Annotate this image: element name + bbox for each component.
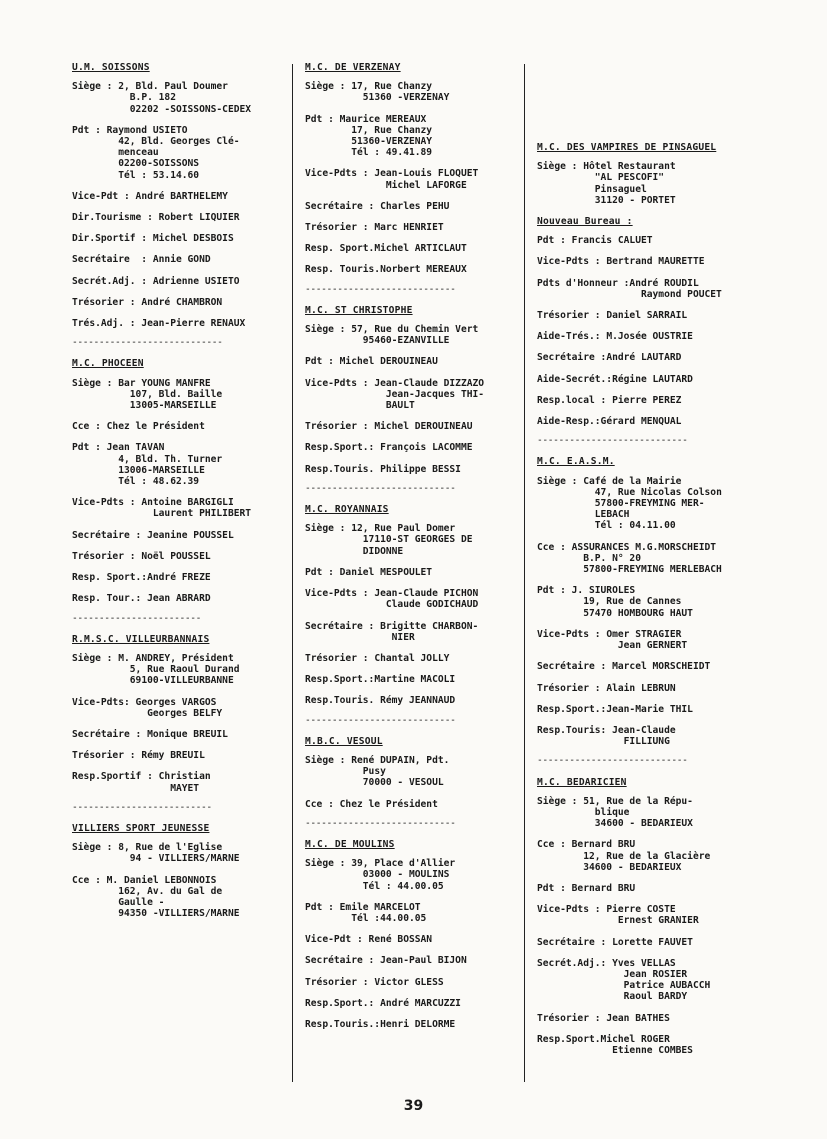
entry-label: Vice-Pdts :	[305, 168, 375, 180]
entry-value: Marc HENRIET	[374, 222, 444, 234]
entry-row	[72, 771, 287, 793]
entry-value: M. Daniel LEBONNOIS 162, Av. du Gal de Gaulle - 94350 -VILLIERS/MARNE	[106, 874, 240, 920]
entry-value: Michel DEROUINEAU	[374, 421, 473, 433]
entry-value: 51, Rue de la Répu- blique 34600 - BEDARIEUX	[583, 795, 693, 830]
entry-value: Daniel MESPOULET	[339, 566, 433, 578]
page-number: 39	[403, 1098, 424, 1114]
club-block	[305, 839, 520, 1030]
entry-value: M.Josée OUSTRIE	[606, 331, 693, 343]
entry-label: Aide-Secrét.:	[537, 373, 613, 385]
entry-row	[72, 442, 287, 487]
entry-label: Secrétaire :	[72, 529, 148, 541]
entry-label: Vice-Pdts :	[537, 904, 607, 916]
entry-row	[537, 310, 757, 321]
entry-row	[537, 839, 757, 873]
entry-label: Vice-Pdts :	[305, 588, 375, 600]
section-divider: ----------------------------	[305, 482, 456, 494]
club-title: M.C. E.A.S.M.	[537, 456, 615, 468]
entry-row	[305, 1019, 520, 1030]
club-title: U.M. SOISSONS	[72, 62, 150, 73]
entry-value: Café de la Mairie 47, Rue Nicolas Colson 57800-FREYMING MER- LEBACH Tél : 04.11.00	[583, 475, 722, 532]
entry-label: Trésorier :	[537, 310, 607, 322]
entry-value: Lorette FAUVET	[612, 936, 693, 948]
club-block	[537, 777, 757, 1057]
entry-label: Siège :	[72, 842, 119, 854]
entry-value: Francis CALUET	[571, 235, 653, 247]
entry-row	[305, 442, 520, 453]
entry-row	[72, 653, 287, 687]
entry-label: Aide-Trés.:	[537, 331, 607, 343]
entry-label: Resp.Sport.:	[305, 997, 381, 1009]
entry-row	[72, 421, 287, 432]
entry-label: Pdt :	[537, 235, 572, 247]
entry-value: Jean-Pierre RENAUX	[141, 318, 246, 330]
entry-label: Secrétaire :	[72, 254, 153, 266]
entry-label: Trésorier :	[72, 750, 142, 762]
entry-value: Michel ROGER Etienne COMBES	[600, 1033, 693, 1056]
entry-value: Antoine BARGIGLI Laurent PHILIBERT	[141, 497, 252, 520]
entry-row	[305, 902, 520, 924]
entry-value: André CHAMBRON	[141, 296, 223, 308]
entry-value: Jean-Claude PICHON Claude GODICHAUD	[374, 588, 479, 611]
entry-row	[537, 937, 757, 948]
bureau-subtitle: Nouveau Bureau :	[537, 216, 633, 228]
entry-row	[72, 530, 287, 541]
entry-value: Chez le Président	[106, 421, 205, 433]
entry-label: Dir.Sportif :	[72, 233, 153, 245]
entry-value: Jean BATHES	[606, 1012, 670, 1024]
entry-value: Georges VARGOS Georges BELFY	[135, 696, 223, 719]
entry-label: Vice-Pdt :	[305, 934, 369, 946]
entry-value: Jean-Marie THIL	[606, 703, 693, 715]
entry-value: Michel ARTICLAUT	[374, 243, 467, 255]
entry-label: Vice-Pdts :	[72, 497, 142, 509]
entry-value: François LACOMME	[380, 442, 473, 454]
entry-row	[537, 278, 757, 300]
entry-value: Pierre PEREZ	[612, 394, 682, 406]
entry-label: Siège :	[72, 652, 119, 664]
entry-value: André FREZE	[147, 572, 211, 584]
entry-row	[305, 264, 520, 275]
club-title: M.C. PHOCEEN	[72, 358, 144, 370]
entry-row	[72, 125, 287, 181]
section-divider: ----------------------------	[305, 283, 456, 295]
entry-label: Siège :	[305, 523, 352, 535]
entry-label: Vice-Pdts :	[537, 628, 607, 640]
entry-label: Trésorier :	[305, 976, 375, 988]
entry-label: Trésorier :	[537, 682, 607, 694]
entry-row	[305, 81, 520, 103]
entry-row	[537, 683, 757, 694]
entry-label: Secrétaire :	[305, 955, 381, 967]
column-1	[72, 62, 287, 929]
entry-row	[72, 212, 287, 223]
entry-label: Resp.Sport.:	[537, 703, 607, 715]
entry-value: J. SIUROLES 19, Rue de Cannes 57470 HOMBOURG HAUT	[571, 585, 693, 619]
entry-label: Vice-Pdt :	[72, 190, 136, 202]
entry-label: Cce :	[72, 874, 107, 886]
entry-row	[72, 572, 287, 583]
entry-label: Trés.Adj. :	[72, 318, 142, 330]
column-divider	[524, 64, 525, 1082]
entry-row	[537, 416, 757, 427]
entry-label: Resp.Touris.:	[305, 1018, 381, 1030]
entry-row	[305, 653, 520, 664]
entry-row	[305, 523, 520, 557]
column-divider	[292, 64, 293, 1082]
entry-row	[305, 934, 520, 945]
entry-value: Norbert MEREAUX	[380, 264, 467, 276]
entry-row	[72, 81, 287, 115]
entry-row	[537, 958, 757, 1003]
entry-value: André BARTHELEMY	[135, 190, 228, 202]
entry-value: Bar YOUNG MANFRE 107, Bld. Baille 13005-MARSEILLE	[118, 377, 223, 412]
entry-value: Chantal JOLLY	[374, 652, 450, 664]
entry-label: Trésorier :	[305, 222, 375, 234]
entry-label: Pdts d'Honneur :	[537, 277, 630, 289]
entry-label: Pdt :	[305, 113, 340, 125]
entry-value: Noël POUSSEL	[141, 550, 211, 562]
entry-row	[537, 796, 757, 830]
club-block	[72, 62, 287, 348]
entry-label: Secrétaire :	[537, 352, 607, 364]
entry-value: Charles PEHU	[380, 200, 450, 212]
club-block	[72, 823, 287, 919]
entry-row	[305, 755, 520, 789]
entry-label: Secrétaire :	[72, 728, 148, 740]
entry-value: Daniel SARRAIL	[606, 310, 688, 322]
entry-row	[537, 235, 757, 246]
club-title: R.M.S.C. VILLEURBANNAIS	[72, 633, 210, 645]
entry-row	[305, 168, 520, 190]
club-block	[537, 456, 757, 766]
entry-row	[72, 276, 287, 287]
entry-label: Siège :	[305, 81, 352, 93]
entry-value: Marcel MORSCHEIDT	[612, 661, 711, 673]
entry-row	[537, 395, 757, 406]
entry-value: Michel DESBOIS	[152, 233, 234, 245]
club-block	[72, 358, 287, 623]
entry-label: Siège :	[537, 795, 584, 807]
entry-label: Siège :	[537, 161, 584, 173]
entry-label: Resp.Sport.	[537, 1033, 601, 1045]
entry-label: Vice-Pdts :	[305, 377, 375, 389]
entry-row	[305, 356, 520, 367]
entry-value: André MARCUZZI	[380, 997, 461, 1009]
entry-label: Secrétaire :	[537, 936, 613, 948]
entry-label: Pdt :	[305, 356, 340, 368]
section-divider: ----------------------------	[537, 755, 688, 767]
entry-label: Secrétaire :	[537, 661, 613, 673]
entry-value: 2, Bld. Paul Doumer B.P. 182 02202 -SOISSONS-CEDEX	[118, 81, 252, 115]
club-block	[305, 736, 520, 829]
entry-value: Jean-Claude DIZZAZO Jean-Jacques THI- BAULT	[374, 377, 485, 412]
entry-label: Cce :	[537, 839, 572, 851]
club-title: M.C. DE VERZENAY	[305, 62, 401, 73]
entry-value: Martine MACOLI	[374, 674, 456, 686]
entry-label: Trésorier :	[72, 296, 142, 308]
entry-row	[537, 661, 757, 672]
entry-row	[72, 191, 287, 202]
entry-value: Jeanine POUSSEL	[147, 529, 234, 541]
club-title: M.C. BEDARICIEN	[537, 776, 627, 788]
column-3	[537, 62, 757, 1066]
entry-row	[537, 585, 757, 619]
entry-row	[305, 378, 520, 412]
entry-label: Pdt :	[72, 124, 107, 136]
entry-label: Resp.Touris.	[305, 463, 381, 475]
entry-row	[305, 799, 520, 810]
entry-value: 8, Rue de l'Eglise 94 - VILLIERS/MARNE	[118, 842, 240, 865]
entry-label: Trésorier :	[537, 1012, 607, 1024]
entry-value: Emile MARCELOT Tél :44.00.05	[339, 901, 427, 924]
club-title: M.C. ST CHRISTOPHE	[305, 304, 413, 316]
entry-value: Annie GOND	[152, 254, 211, 266]
entry-value: André ROUDIL Raymond POUCET	[629, 277, 722, 300]
entry-row	[305, 695, 520, 706]
club-block	[305, 62, 520, 295]
entry-row	[305, 588, 520, 610]
entry-value: Gérard MENQUAL	[600, 416, 682, 428]
entry-row	[537, 331, 757, 342]
entry-label: Secrét.Adj. :	[72, 275, 153, 287]
entry-label: Pdt :	[537, 882, 572, 894]
entry-label: Cce :	[305, 798, 340, 810]
entry-label: Pdt :	[305, 901, 340, 913]
entry-row	[537, 374, 757, 385]
entry-value: Victor GLESS	[374, 976, 444, 988]
entry-value: 57, Rue du Chemin Vert 95460-EZANVILLE	[351, 324, 479, 347]
entry-value: Adrienne USIETO	[152, 275, 240, 287]
entry-label: Vice-Pdts :	[537, 256, 607, 268]
entry-value: Yves VELLAS Jean ROSIER Patrice AUBACCH Raoul BARDY	[612, 957, 711, 1003]
entry-row	[305, 977, 520, 988]
entry-value: Bernard BRU 12, Rue de la Glacière 34600 - BEDARIEUX	[571, 839, 711, 873]
entry-label: Pdt :	[305, 566, 340, 578]
entry-label: Resp.Sport.:	[305, 442, 381, 454]
entry-row	[537, 904, 757, 926]
entry-row	[72, 729, 287, 740]
entry-row	[305, 201, 520, 212]
entry-value: 17, Rue Chanzy 51360 -VERZENAY	[351, 81, 450, 104]
entry-value: Alain LEBRUN	[606, 682, 676, 694]
column-2	[305, 62, 520, 1040]
entry-value: André LAUTARD	[606, 352, 682, 364]
entry-row	[537, 629, 757, 651]
entry-value: Pierre COSTE Ernest GRANIER	[606, 904, 699, 927]
entry-value: 12, Rue Paul Domer 17110-ST GEORGES DE DIDONNE	[351, 523, 473, 557]
entry-row	[537, 161, 757, 206]
entry-label: Siège :	[305, 754, 352, 766]
entry-row	[305, 222, 520, 233]
entry-row	[305, 567, 520, 578]
entry-value: Michel DEROUINEAU	[339, 356, 438, 368]
club-block	[305, 305, 520, 494]
entry-label: Vice-Pdts:	[72, 696, 136, 708]
entry-value: Bertrand MAURETTE	[606, 256, 705, 268]
entry-value: Hôtel Restaurant "AL PESCOFI" Pinsaguel 31120 - PORTET	[583, 161, 676, 206]
entry-label: Siège :	[72, 81, 119, 93]
entry-value: Monique BREUIL	[147, 728, 228, 740]
entry-row	[537, 352, 757, 363]
entry-row	[537, 704, 757, 715]
entry-row	[72, 497, 287, 519]
entry-row	[537, 256, 757, 267]
entry-label: Pdt :	[537, 585, 572, 597]
entry-row	[305, 324, 520, 346]
section-divider: ----------------------------	[305, 714, 456, 726]
entry-label: Resp. Sport.	[305, 243, 375, 255]
entry-label: Siège :	[305, 324, 352, 336]
entry-value: Jean TAVAN 4, Bld. Th. Turner 13006-MARSEILLE Tél : 48.62.39	[106, 442, 223, 488]
entry-label: Aide-Resp.:	[537, 416, 601, 428]
entry-row	[305, 621, 520, 643]
section-divider: ----------------------------	[537, 435, 688, 447]
entry-row	[72, 254, 287, 265]
entry-row	[72, 750, 287, 761]
entry-label: Resp.Touris.	[305, 695, 381, 707]
entry-row	[305, 464, 520, 475]
entry-label: Dir.Tourisme :	[72, 212, 159, 224]
club-title: VILLIERS SPORT JEUNESSE	[72, 822, 210, 834]
entry-label: Pdt :	[72, 442, 107, 454]
club-title: M.B.C. VESOUL	[305, 735, 383, 747]
entry-row	[537, 476, 757, 532]
club-title: M.C. DE MOULINS	[305, 838, 395, 850]
entry-value: Régine LAUTARD	[612, 373, 693, 385]
section-divider: ----------------------------	[305, 817, 456, 829]
entry-label: Trésorier :	[72, 550, 142, 562]
entry-row	[72, 593, 287, 604]
entry-value: Raymond USIETO 42, Bld. Georges Clé- menceau 02200-SOISSONS Tél : 53.14.60	[106, 124, 240, 181]
entry-value: Christian MAYET	[158, 771, 211, 794]
entry-row	[72, 297, 287, 308]
entry-row	[305, 998, 520, 1009]
entry-row	[305, 243, 520, 254]
entry-value: ASSURANCES M.G.MORSCHEIDT B.P. N° 20 57800-FREYMING MERLEBACH	[571, 541, 722, 576]
entry-row	[537, 1034, 757, 1056]
entry-label: Secrétaire :	[305, 620, 381, 632]
entry-label: Resp. Sport.:	[72, 572, 148, 584]
entry-row	[305, 114, 520, 159]
entry-row	[305, 955, 520, 966]
entry-row	[72, 842, 287, 864]
entry-row	[305, 421, 520, 432]
entry-value: Omer STRAGIER Jean GERNERT	[606, 628, 688, 652]
entry-row	[305, 858, 520, 892]
entry-row	[305, 674, 520, 685]
entry-label: Secrét.Adj.:	[537, 957, 613, 969]
entry-value: Jean ABRARD	[147, 593, 211, 605]
entry-label: Trésorier :	[305, 421, 375, 433]
entry-row	[537, 883, 757, 894]
entry-row	[537, 1013, 757, 1024]
entry-value: Brigitte CHARBON- NIER	[380, 620, 479, 643]
section-divider: ------------------------	[72, 612, 202, 624]
entry-label: Siège :	[537, 475, 584, 487]
entry-value: 39, Place d'Allier 03000 - MOULINS Tél : 44.00.05	[351, 858, 456, 892]
entry-value: Henri DELORME	[380, 1018, 456, 1030]
entry-label: Resp. Touris.	[305, 264, 381, 276]
entry-row	[72, 875, 287, 920]
entry-label: Siège :	[72, 377, 119, 389]
entry-label: Resp.Touris:	[537, 724, 613, 736]
club-block	[72, 634, 287, 813]
entry-label: Resp.local :	[537, 394, 613, 406]
entry-value: Chez le Président	[339, 798, 438, 810]
entry-label: Trésorier :	[305, 652, 375, 664]
entry-value: M. ANDREY, Président 5, Rue Raoul Durand 69100-VILLEURBANNE	[118, 652, 240, 687]
entry-label: Cce :	[537, 541, 572, 553]
entry-value: Rémy BREUIL	[141, 750, 205, 762]
entry-value: René DUPAIN, Pdt. Pusy 70000 - VESOUL	[351, 754, 450, 789]
entry-row	[72, 697, 287, 719]
entry-row	[72, 551, 287, 562]
entry-row	[72, 378, 287, 412]
entry-value: Rémy JEANNAUD	[380, 695, 456, 707]
entry-value: Jean-Claude FILLIUNG	[612, 724, 676, 748]
entry-label: Resp.Sport.:	[305, 674, 375, 686]
entry-row	[72, 233, 287, 244]
entry-label: Resp.Sportif :	[72, 771, 159, 783]
entry-value: Bernard BRU	[571, 882, 636, 894]
section-divider: --------------------------	[72, 801, 212, 813]
entry-value: Maurice MEREAUX 17, Rue Chanzy 51360-VERZENAY Tél : 49.41.89	[339, 113, 433, 159]
club-block	[537, 142, 757, 446]
entry-value: Jean-Louis FLOQUET Michel LAFORGE	[374, 168, 479, 191]
section-divider: ----------------------------	[72, 337, 223, 349]
entry-row	[537, 542, 757, 576]
club-title: M.C. ROYANNAIS	[305, 504, 389, 516]
entry-value: René BOSSAN	[368, 934, 433, 946]
club-title: M.C. DES VAMPIRES DE PINSAGUEL	[537, 142, 717, 153]
entry-row	[537, 725, 757, 747]
entry-value: Jean-Paul BIJON	[380, 955, 467, 967]
entry-label: Secrétaire :	[305, 200, 381, 212]
entry-label: Resp. Tour.:	[72, 593, 148, 605]
entry-value: Robert LIQUIER	[158, 212, 240, 224]
entry-label: Cce :	[72, 421, 107, 433]
entry-row	[72, 318, 287, 329]
entry-value: Philippe BESSI	[380, 463, 461, 475]
club-block	[305, 504, 520, 726]
entry-label: Siège :	[305, 858, 352, 870]
